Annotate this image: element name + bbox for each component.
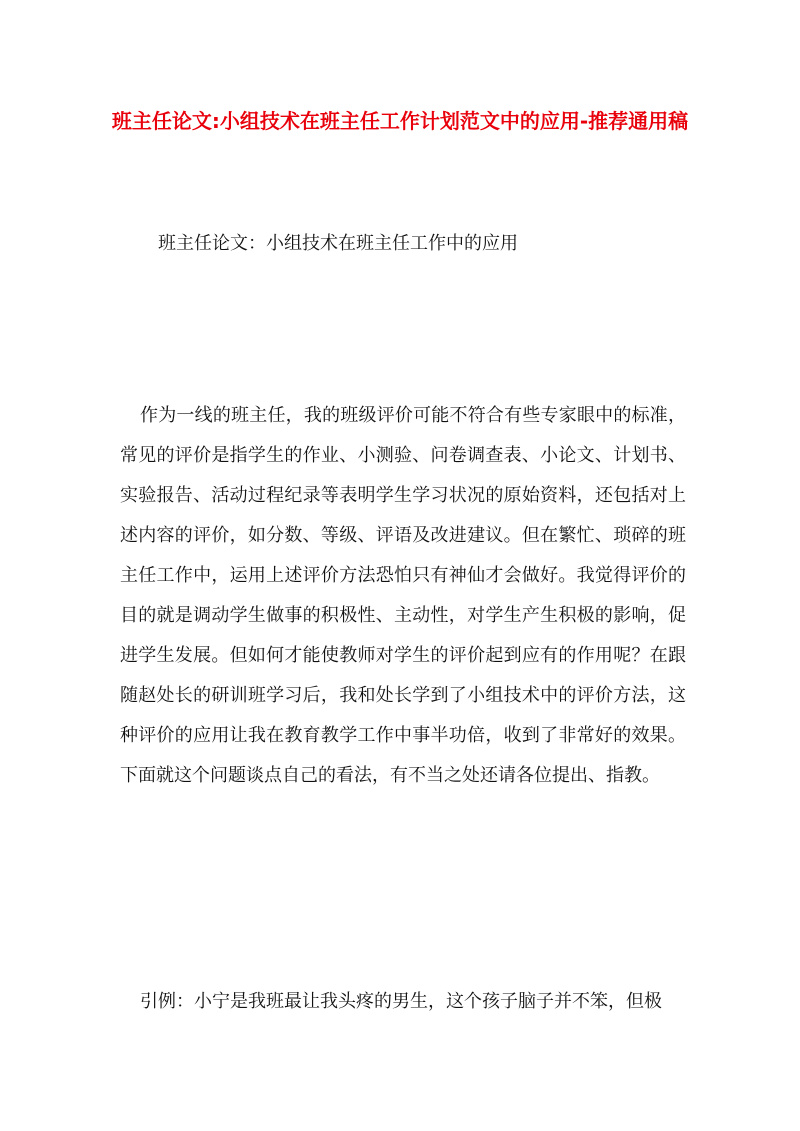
document-subtitle: 班主任论文：小组技术在班主任工作中的应用 bbox=[158, 233, 518, 254]
example-paragraph: 引例：小宁是我班最让我头疼的男生，这个孩子脑子并不笨，但极 bbox=[140, 991, 662, 1012]
body-paragraph: 作为一线的班主任，我的班级评价可能不符合有些专家眼中的标准，常见的评价是指学生的作业、小测验、问卷调查表、小论文、计划书、实验报告、活动过程纪录等表明学生学习状况的原始资料，还包括对上述内容的评价，如分数、等级、评语及改进建议。但在繁忙、琐碎的班主任工作中，运用上述评价方法恐怕只有神仙才会做好。我觉得评价的目的就是调动学生做事的积极性、主动性，对学生产生积极的影响，促进学生发展。但如何才能使教师对学生的评价起到应有的作用呢？在跟随赵处长的研训班学习后，我和处长学到了小组技术中的评价方法，这种评价的应用让我在教育教学工作中事半功倍，收到了非常好的效果。下面就这个问题谈点自己的看法，有不当之处还请各位提出、指教。 bbox=[120, 405, 686, 786]
document-title: 班主任论文:小组技术在班主任工作计划范文中的应用-推荐通用稿 bbox=[111, 109, 689, 133]
